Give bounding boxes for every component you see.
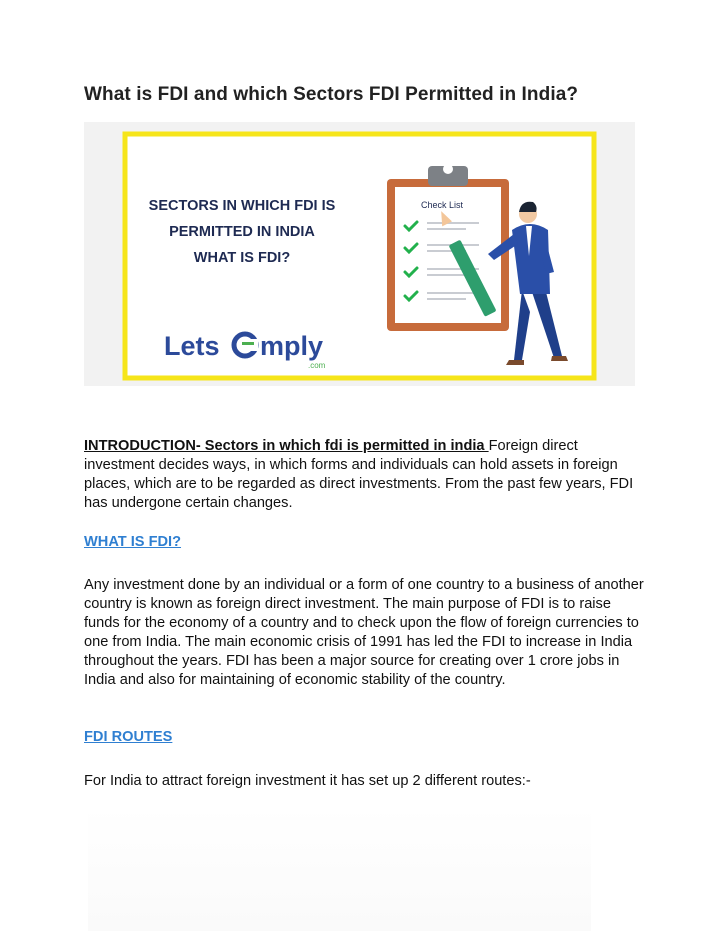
banner-headline-line2: PERMITTED IN INDIA: [169, 224, 315, 240]
intro-text: Foreign direct investment decides ways, in which forms and individuals can hold assets in foreign places, which are to be regarded as direct investments. From the past few years, FDI has undergone certain changes.: [84, 438, 634, 511]
banner-headline-line1: SECTORS IN WHICH FDI IS: [148, 198, 336, 214]
what-is-fdi-paragraph: Any investment done by an individual or a form of one country to a business of another country is known as foreign direct investment. The main purpose of FDI is to raise funds for the economy of a country and to check upon the flow of foreign currencies to one from India. The main economic crisis of 1991 has led the FDI to increase in India throughout the years. FDI has been a major source for creating over 1 crore jobs in India and also for maintaining of economic stability of the country.: [84, 577, 644, 688]
logo-suffix: .com: [308, 361, 326, 370]
fdi-routes-paragraph: For India to attract foreign investment it has set up 2 different routes:-: [84, 773, 531, 789]
page-bottom-area: [88, 806, 591, 931]
what-is-fdi-link[interactable]: WHAT IS FDI?: [84, 534, 182, 550]
fdi-routes-link[interactable]: FDI ROUTES: [84, 729, 173, 745]
logo-text-right: mply: [260, 331, 324, 361]
banner-headline-line3: WHAT IS FDI?: [193, 250, 291, 266]
logo-accent-bar: [242, 342, 254, 345]
page-title: What is FDI and which Sectors FDI Permitted in India?: [84, 84, 579, 105]
clipboard-label: Check List: [421, 200, 464, 210]
intro-paragraph: [84, 437, 644, 513]
intro-heading: INTRODUCTION- Sectors in which fdi is permitted in india: [84, 438, 489, 454]
banner-image: [84, 122, 635, 386]
logo-text-left: Lets: [164, 331, 220, 361]
